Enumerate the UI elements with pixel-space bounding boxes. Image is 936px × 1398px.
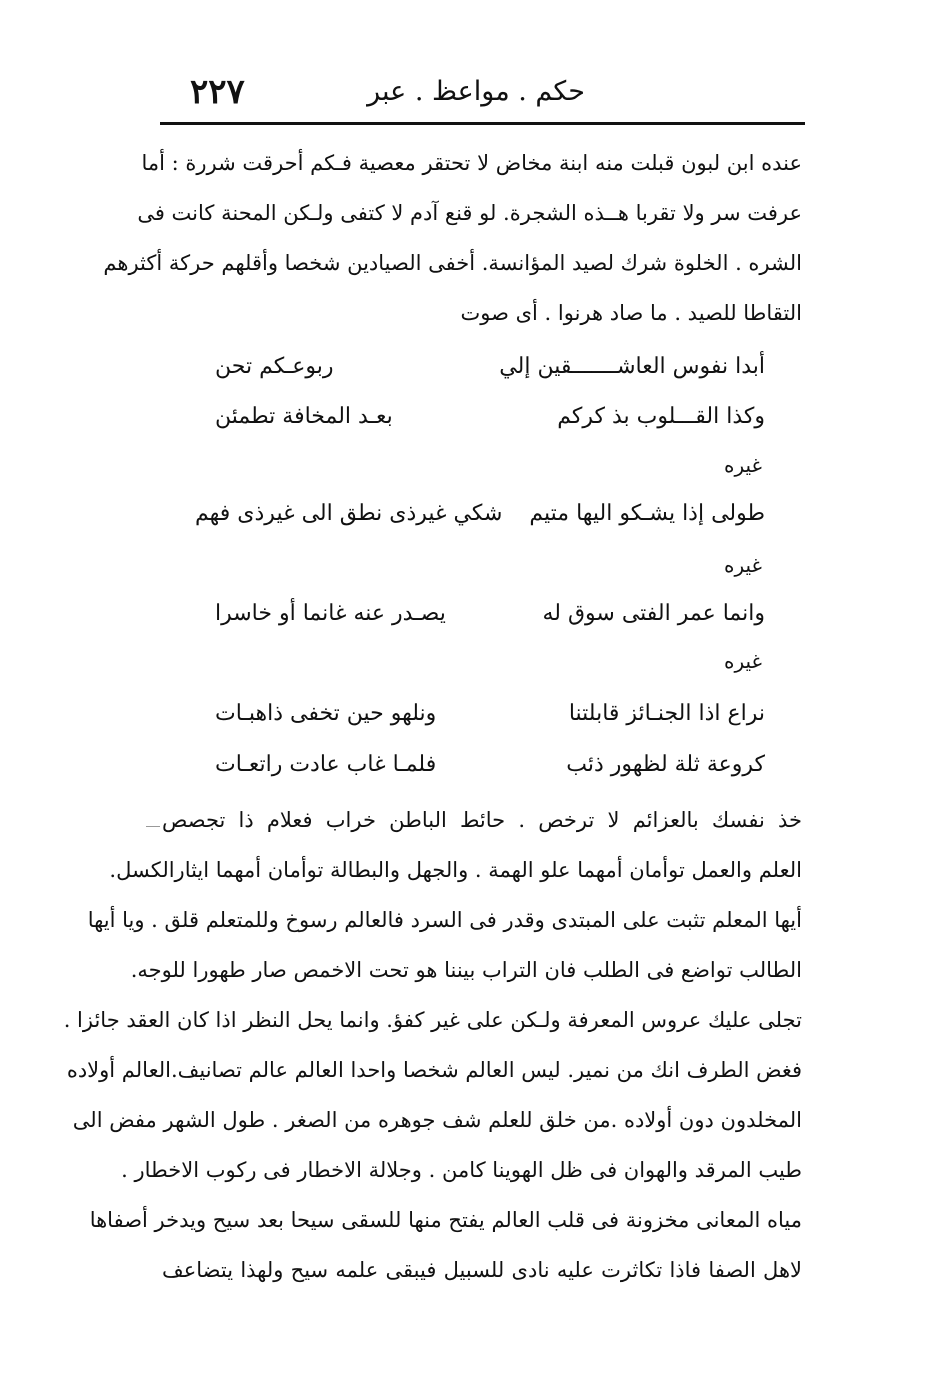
prose-line: طيب المرقد والهوان فى ظل الهوينا كامن . وجلالة الاخطار فى ركوب الاخطار . — [121, 1158, 802, 1182]
verse-first-hemistich: أبدا نفوس العاشـــــــقين إلي — [499, 354, 765, 379]
page-number: ٢٢٧ — [190, 72, 245, 112]
prose-line: عرفت سر ولا تقربا هــذه الشجرة. لو قنع آدم لا كتفى ولـكن المحنة كانت فى — [137, 201, 802, 225]
verse-first-hemistich: وكذا القـــلوب بذ كركم — [557, 404, 765, 429]
verse-second-hemistich: ونلهو حين تخفى ذاهبـات — [215, 701, 437, 726]
prose-line: التقاطا للصيد . ما صاد هرنوا . أى صوت — [460, 301, 802, 325]
verse-first-hemistich: كروعة ثلة لظهور ذئب — [566, 752, 765, 777]
prose-line: فغض الطرف انك من نمير. ليس العالم شخصا واحدا العالم عالم تصانيف.العالم أولاده — [66, 1058, 802, 1082]
margin-mark — [146, 826, 160, 827]
prose-line: أيها المعلم تثبت على المبتدى وقدر فى السرد فالعالم رسوخ وللمتعلم قلق . ويا أيها — [87, 908, 802, 932]
prose-line: الشره . الخلوة شرك لصيد المؤانسة. أخفى الصيادين شخصا وأقلهم حركة أكثرهم — [103, 251, 802, 275]
verse-line — [215, 592, 765, 636]
prose-line: مياه المعانى مخزونة فى قلب العالم يفتح منها للسقى سيحا بعد سيح ويدخر أصفاها — [89, 1208, 802, 1232]
verse-line — [215, 345, 765, 389]
verse-first-hemistich: طولى إذا يشـكو اليها متيم — [529, 501, 765, 526]
page-header — [160, 72, 800, 118]
verse-first-hemistich: نراع اذا الجنـائز قابلتنا — [568, 701, 765, 726]
verse-line — [195, 492, 765, 536]
prose-line: تجلى عليك عروس المعرفة ولـكن على غير كفؤ. وانما يحل النظر اذا كان العقد جائزا . — [63, 1008, 802, 1032]
verse-second-hemistich: فلمـا غاب عادت راتعـات — [215, 752, 437, 777]
verse-attribution: غيره — [723, 649, 762, 673]
verse-line — [215, 743, 765, 787]
prose-line: لاهل الصفا فاذا تكاثرت عليه نادى للسبيل فيبقى علمه سيح ولهذا يتضاعف — [162, 1258, 802, 1282]
verse-line — [215, 692, 765, 736]
verse-second-hemistich: شكي غيرذى نطق الى غيرذى فهم — [195, 501, 503, 526]
verse-attribution: غيره — [723, 453, 762, 477]
running-title: حكم . مواعظ . عبر — [367, 76, 585, 107]
prose-line: خذ نفسك بالعزائم لا ترخص . حائط الباطن خراب فعلام ذا تجصص — [162, 808, 802, 832]
prose-line: المخلدون دون أولاده .من خلق للعلم شف جوهره من الصغر . طول الشهر مفض الى — [72, 1108, 802, 1132]
header-rule — [160, 122, 805, 125]
prose-line: العلم والعمل توأمان أمهما علو الهمة . والجهل والبطالة توأمان أمهما ايثارالكسل. — [109, 858, 802, 882]
verse-line — [215, 395, 765, 439]
verse-second-hemistich: بعـد المخافة تطمئن — [215, 404, 393, 429]
prose-line: عنده ابن لبون قبلت منه ابنة مخاض لا تحتقر معصية فـكم أحرقت شررة : أما — [141, 151, 802, 175]
verse-second-hemistich: يصـدر عنه غانما أو خاسرا — [215, 601, 446, 626]
prose-line: الطالب تواضع فى الطلب فان التراب بيننا هو تحت الاخمص صار طهورا للوجه. — [130, 958, 802, 982]
verse-first-hemistich: وانما عمر الفتى سوق له — [542, 601, 765, 626]
verse-second-hemistich: ربوعـكم تحن — [215, 354, 334, 379]
verse-attribution: غيره — [723, 553, 762, 577]
